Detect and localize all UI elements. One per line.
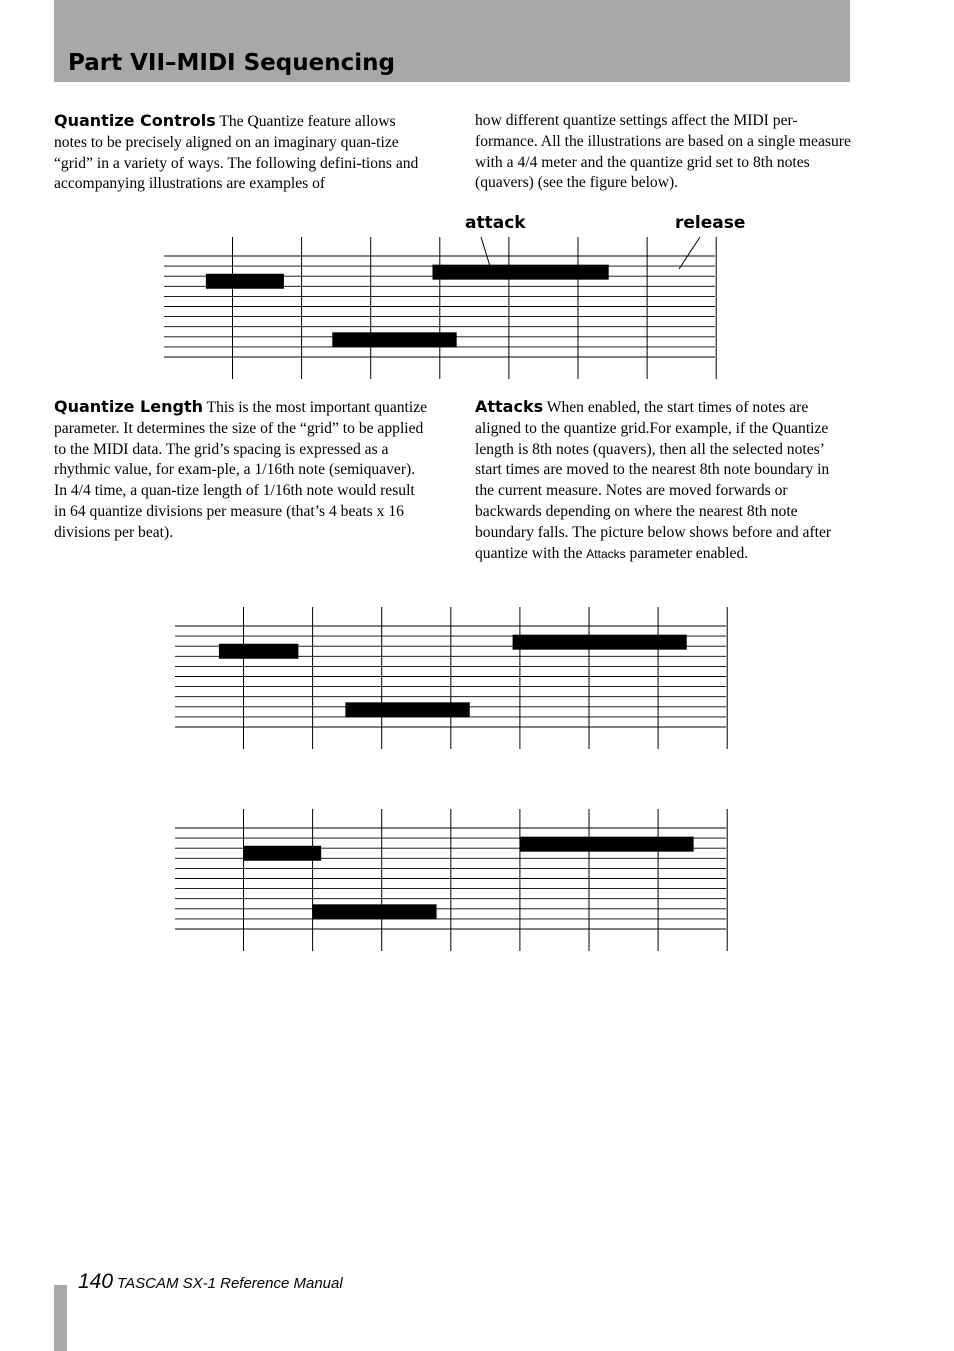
manual-title: TASCAM SX-1 Reference Manual [117,1275,343,1292]
footer [78,1270,343,1294]
midi-note-bar [345,702,469,717]
footer-bar [54,1285,67,1351]
attacks-text: When enabled, the start times of notes are aligned to the quantize grid.For example, if the Quantize length is 8th notes (quavers), then all the selected notes’ start times are moved to the nearest 8th note boundary in the current measure. Notes are moved forwards or backwards depending on where the nearest 8th note boundary falls. The picture below shows before and after quantize with the [475,399,832,562]
quantize-controls-right [475,111,851,194]
attacks-text-end: parameter enabled. [625,544,749,562]
midi-note-bar [219,644,298,659]
attacks-heading: Attacks [475,397,544,416]
midi-note-bar [206,274,284,289]
figure-callouts [470,235,710,285]
figure-after-grid [175,809,730,951]
page-title: Part VII–MIDI Sequencing [68,50,395,76]
attack-label: attack [465,213,526,233]
figure-before-grid [175,607,730,749]
midi-note-bar [520,837,694,852]
midi-note-bar [332,332,456,347]
attacks-col [475,397,851,564]
quantize-controls-text-cont: how different quantize settings affect the MIDI per-formance. All the illustrations are based on a single measure with a 4/4 meter and the quantize grid set to 8th notes (quavers) (see the figure below). [475,112,851,192]
quantize-controls-left [54,111,430,195]
page-number: 140 [78,1270,114,1293]
release-label: release [675,213,746,233]
attacks-term: Attacks [586,546,626,561]
attack-callout-line [481,237,493,276]
midi-note-bar [312,904,436,919]
release-callout-line [679,237,700,269]
midi-note-bar [513,635,687,650]
quantize-length-heading: Quantize Length [54,397,203,416]
quantize-controls-text: The Quantize feature allows notes to be precisely aligned on an imaginary quan-tize “grid” in a variety of ways. The following defini-tions and accompanying illustrations are examples of [54,113,419,193]
midi-note-bar [243,846,321,861]
quantize-length-col [54,397,430,544]
quantize-length-text: This is the most important quantize parameter. It determines the size of the “grid” to be applied to the MIDI data. The grid’s spacing is expressed as a rhythmic value, for exam-ple, a 1/16th note (semiquaver). In 4/4 time, a quan-tize length of 1/16th note would result in 64 quantize divisions per measure (that’s 4 beats x 16 divisions per beat). [54,399,428,541]
quantize-controls-heading: Quantize Controls [54,111,216,130]
